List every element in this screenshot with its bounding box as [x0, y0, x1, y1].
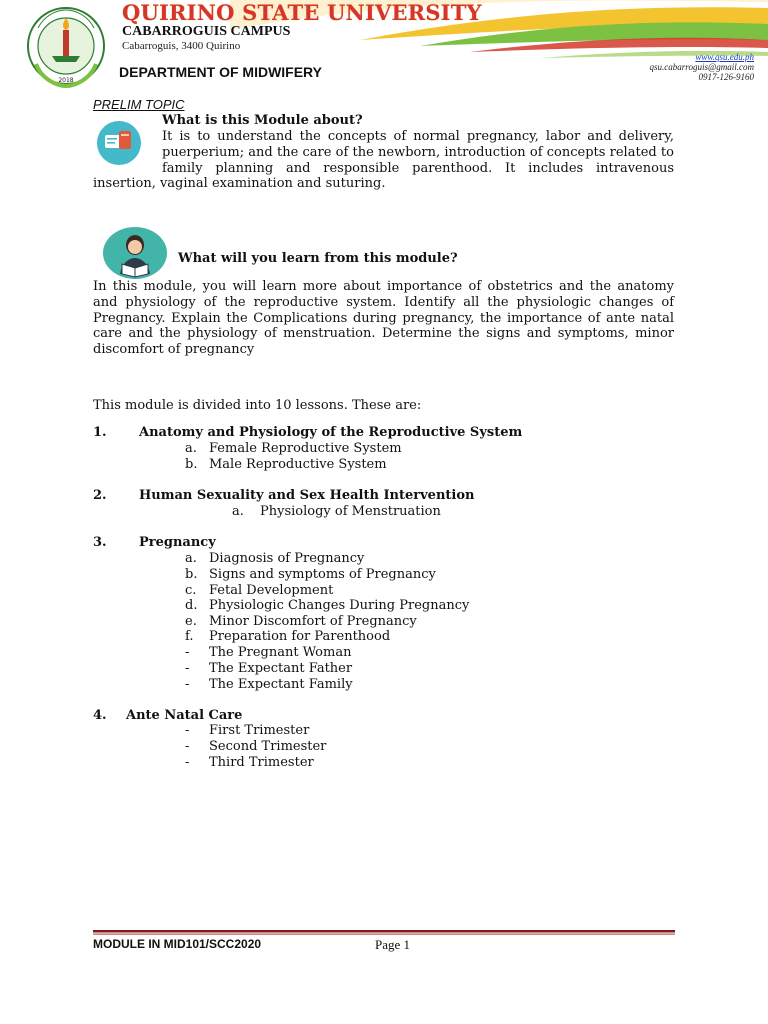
list-marker: - — [185, 723, 190, 738]
list-marker: - — [185, 739, 190, 754]
list-item: Female Reproductive System — [209, 441, 402, 456]
list-item: Signs and symptoms of Pregnancy — [209, 567, 436, 582]
university-name: QUIRINO STATE UNIVERSITY — [122, 0, 482, 25]
campus-address: Cabarroguis, 3400 Quirino — [122, 40, 241, 52]
footer-module-code: MODULE IN MID101/SCC2020 — [93, 937, 262, 951]
learn-paragraph: In this module, you will learn more about importance of obstetrics and the anatomy and physiology of the reproductive system. Identify all the physiologic changes of Pregnancy. Explain the Complications during pregnancy, the importance of ante natal care and the physiology of menstruation. Determine the signs and symptoms, minor discomfort of pregnancy — [93, 279, 674, 358]
list-item: First Trimester — [209, 723, 310, 738]
list-item: Second Trimester — [209, 739, 327, 754]
seal-year: 2018 — [58, 77, 74, 84]
list-marker: b. — [185, 567, 198, 582]
list-marker: a. — [185, 551, 197, 566]
list-item: Preparation for Parenthood — [209, 629, 391, 644]
list-item: Minor Discomfort of Pregnancy — [209, 614, 417, 629]
list-marker: b. — [185, 457, 198, 472]
list-item: Male Reproductive System — [209, 457, 387, 472]
reading-student-icon — [102, 226, 168, 280]
lessons-intro: This module is divided into 10 lessons. These are: — [93, 398, 422, 413]
list-marker: - — [185, 755, 190, 770]
list-marker: - — [185, 677, 190, 692]
list-item: The Expectant Family — [209, 677, 353, 692]
module-about-paragraph — [93, 129, 674, 192]
list-marker: f. — [185, 629, 194, 644]
lesson-number: 4. — [93, 708, 107, 723]
contact-block — [650, 52, 754, 82]
lesson-title: Human Sexuality and Sex Health Intervention — [139, 488, 475, 503]
list-marker: - — [185, 645, 190, 660]
lesson-title: Anatomy and Physiology of the Reproductive System — [139, 425, 523, 440]
department-name: DEPARTMENT OF MIDWIFERY — [119, 64, 322, 80]
module-about-heading: What is this Module about? — [162, 113, 363, 128]
prelim-topic-label: PRELIM TOPIC — [93, 97, 185, 112]
lesson-number: 1. — [93, 425, 107, 440]
list-item: The Pregnant Woman — [209, 645, 352, 660]
university-seal-logo — [22, 4, 110, 88]
list-item: Diagnosis of Pregnancy — [209, 551, 365, 566]
list-marker: a. — [232, 504, 244, 519]
footer-page-number: Page 1 — [375, 937, 411, 952]
list-marker: a. — [185, 441, 197, 456]
website-link[interactable]: www.qsu.edu.ph — [695, 52, 754, 62]
header-banner — [0, 0, 768, 96]
list-marker: - — [185, 661, 190, 676]
list-item: Physiologic Changes During Pregnancy — [209, 598, 470, 613]
footer-rule — [93, 930, 675, 936]
contact-phone: 0917-126-9160 — [698, 72, 754, 82]
lesson-number: 2. — [93, 488, 107, 503]
list-item: Third Trimester — [209, 755, 314, 770]
learn-heading: What will you learn from this module? — [178, 251, 458, 266]
list-item: Physiology of Menstruation — [260, 504, 441, 519]
lesson-number: 3. — [93, 535, 107, 550]
lesson-title: Pregnancy — [139, 535, 216, 550]
list-marker: c. — [185, 583, 197, 598]
list-item: Fetal Development — [209, 583, 334, 598]
list-marker: e. — [185, 614, 197, 629]
module-about-text: It is to understand the concepts of normal pregnancy, labor and delivery, puerperium; and the care of the newborn, introduction of concepts related to family planning and responsible parenthood. It includes intravenous insertion, vaginal examination and suturing. — [93, 129, 674, 192]
contact-email: qsu.cabarroguis@gmail.com — [649, 62, 754, 72]
list-item: The Expectant Father — [209, 661, 353, 676]
lesson-title: Ante Natal Care — [126, 708, 243, 723]
list-marker: d. — [185, 598, 198, 613]
campus-name: CABARROGUIS CAMPUS — [122, 24, 291, 39]
